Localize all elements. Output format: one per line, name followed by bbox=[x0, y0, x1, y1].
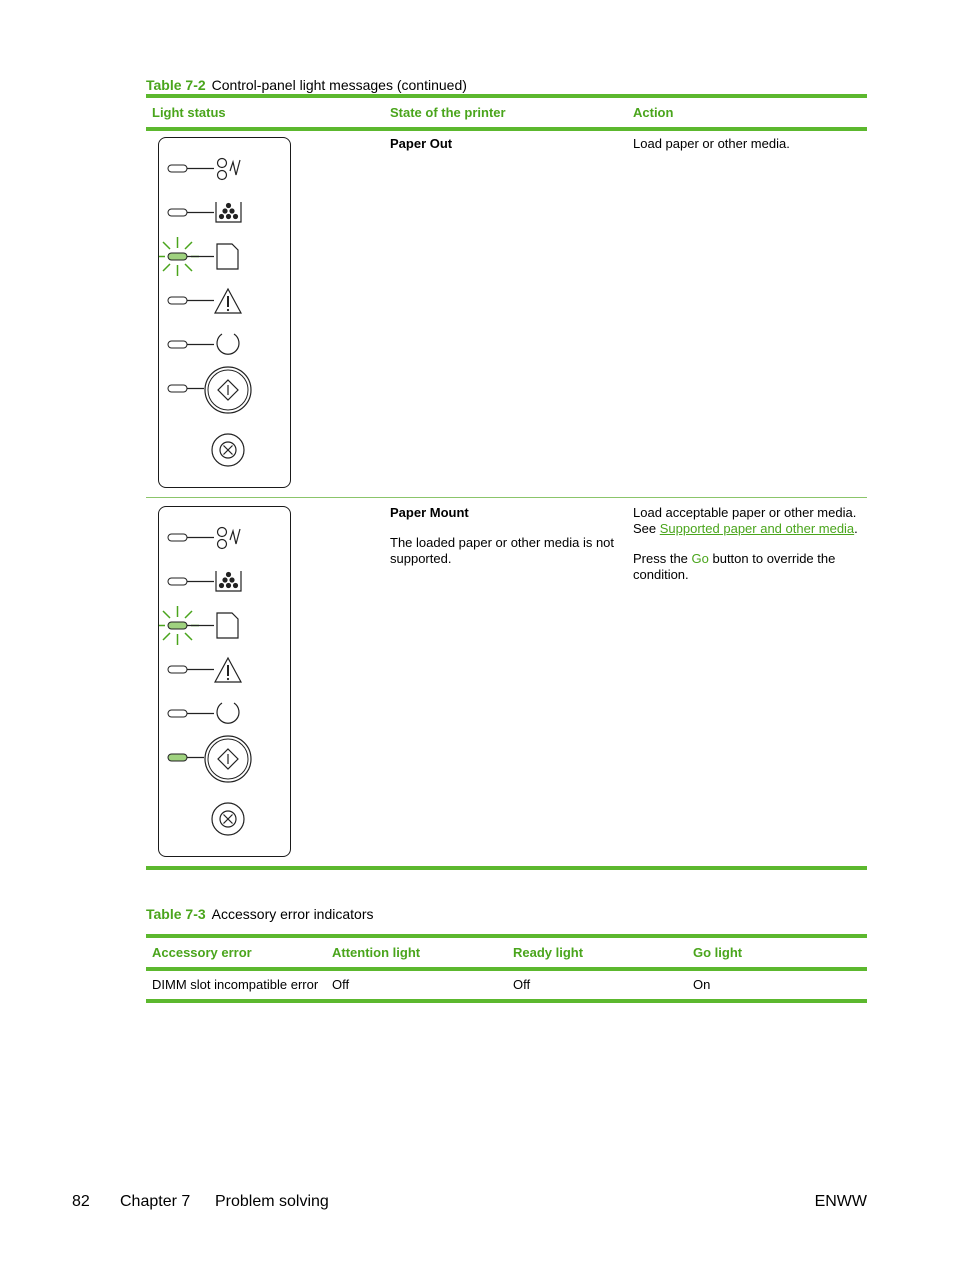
table-bottom-rule bbox=[146, 866, 867, 870]
column-header-ready-light: Ready light bbox=[513, 945, 584, 960]
paper-jam-light bbox=[168, 528, 240, 549]
action-cell-paper-mount bbox=[633, 505, 863, 583]
see-prefix: See bbox=[633, 521, 660, 536]
paper-out-icon bbox=[217, 244, 238, 269]
action-override bbox=[633, 551, 863, 583]
state-title: Paper Out bbox=[390, 136, 453, 151]
table-top-rule bbox=[146, 94, 867, 98]
state-title: Paper Mount bbox=[390, 505, 469, 520]
go-button-label: Go bbox=[691, 551, 709, 566]
go-light-on bbox=[168, 736, 251, 782]
override-suffix: button to override the condition. bbox=[633, 551, 836, 582]
state-cell-paper-mount bbox=[390, 505, 620, 567]
row-separator bbox=[146, 497, 867, 498]
table-cell: DIMM slot incompatible error bbox=[152, 977, 319, 992]
column-header-action: Action bbox=[633, 105, 674, 120]
table-title: Control-panel light messages (continued) bbox=[211, 77, 467, 93]
chapter-label: Chapter 7 bbox=[120, 1193, 191, 1210]
paper-out-light-blinking bbox=[159, 237, 238, 276]
page-number: 82 bbox=[72, 1193, 90, 1210]
header-bottom-rule bbox=[146, 127, 867, 131]
paper-out-light-blinking bbox=[159, 606, 238, 645]
cancel-button-icon bbox=[212, 434, 244, 466]
table-7-2-caption bbox=[146, 77, 467, 93]
table-cell: Off bbox=[332, 977, 350, 992]
control-panel-diagram-paper-mount bbox=[158, 506, 291, 857]
go-button-icon bbox=[205, 367, 251, 413]
ready-icon bbox=[217, 703, 239, 723]
action-text: Load paper or other media. bbox=[633, 136, 790, 151]
table-bottom-rule bbox=[146, 999, 867, 1003]
table-title: Accessory error indicators bbox=[211, 906, 374, 922]
supported-media-link[interactable]: Supported paper and other media bbox=[659, 521, 855, 536]
action-text: Load acceptable paper or other media. bbox=[633, 505, 857, 520]
ready-icon bbox=[217, 334, 239, 354]
control-panel-diagram-paper-out bbox=[158, 137, 291, 488]
paper-jam-icon bbox=[218, 528, 241, 549]
column-header-light-status: Light status bbox=[152, 105, 226, 120]
footer-right-label: ENWW bbox=[814, 1193, 867, 1210]
header-bottom-rule bbox=[146, 967, 867, 971]
table-cell: Off bbox=[513, 977, 531, 992]
action-cell-paper-out bbox=[633, 136, 863, 152]
table-number: Table 7-3 bbox=[146, 906, 206, 922]
column-header-state: State of the printer bbox=[390, 105, 506, 120]
action-see-also bbox=[633, 521, 863, 537]
paper-jam-icon bbox=[218, 159, 241, 180]
paper-jam-light bbox=[168, 159, 240, 180]
cancel-button-icon bbox=[212, 803, 244, 835]
column-header-attention-light: Attention light bbox=[332, 945, 421, 960]
ready-light bbox=[168, 334, 239, 354]
toner-light bbox=[168, 571, 241, 591]
attention-light bbox=[168, 289, 241, 313]
table-7-3-caption bbox=[146, 906, 373, 922]
section-label: Problem solving bbox=[215, 1193, 329, 1210]
column-header-accessory-error: Accessory error bbox=[152, 945, 252, 960]
state-description: The loaded paper or other media is not supported. bbox=[390, 535, 615, 566]
table-top-rule bbox=[146, 934, 867, 938]
table-cell: On bbox=[693, 977, 711, 992]
state-cell-paper-out bbox=[390, 136, 620, 152]
attention-icon bbox=[215, 289, 241, 313]
see-suffix: . bbox=[854, 521, 858, 536]
attention-light bbox=[168, 658, 241, 682]
table-number: Table 7-2 bbox=[146, 77, 206, 93]
attention-icon bbox=[215, 658, 241, 682]
paper-out-icon bbox=[217, 613, 238, 638]
go-light bbox=[168, 367, 251, 413]
toner-light bbox=[168, 202, 241, 222]
toner-icon bbox=[216, 571, 241, 591]
ready-light bbox=[168, 703, 239, 723]
column-header-go-light: Go light bbox=[693, 945, 743, 960]
toner-icon bbox=[216, 202, 241, 222]
override-prefix: Press the bbox=[633, 551, 692, 566]
go-button-icon bbox=[205, 736, 251, 782]
